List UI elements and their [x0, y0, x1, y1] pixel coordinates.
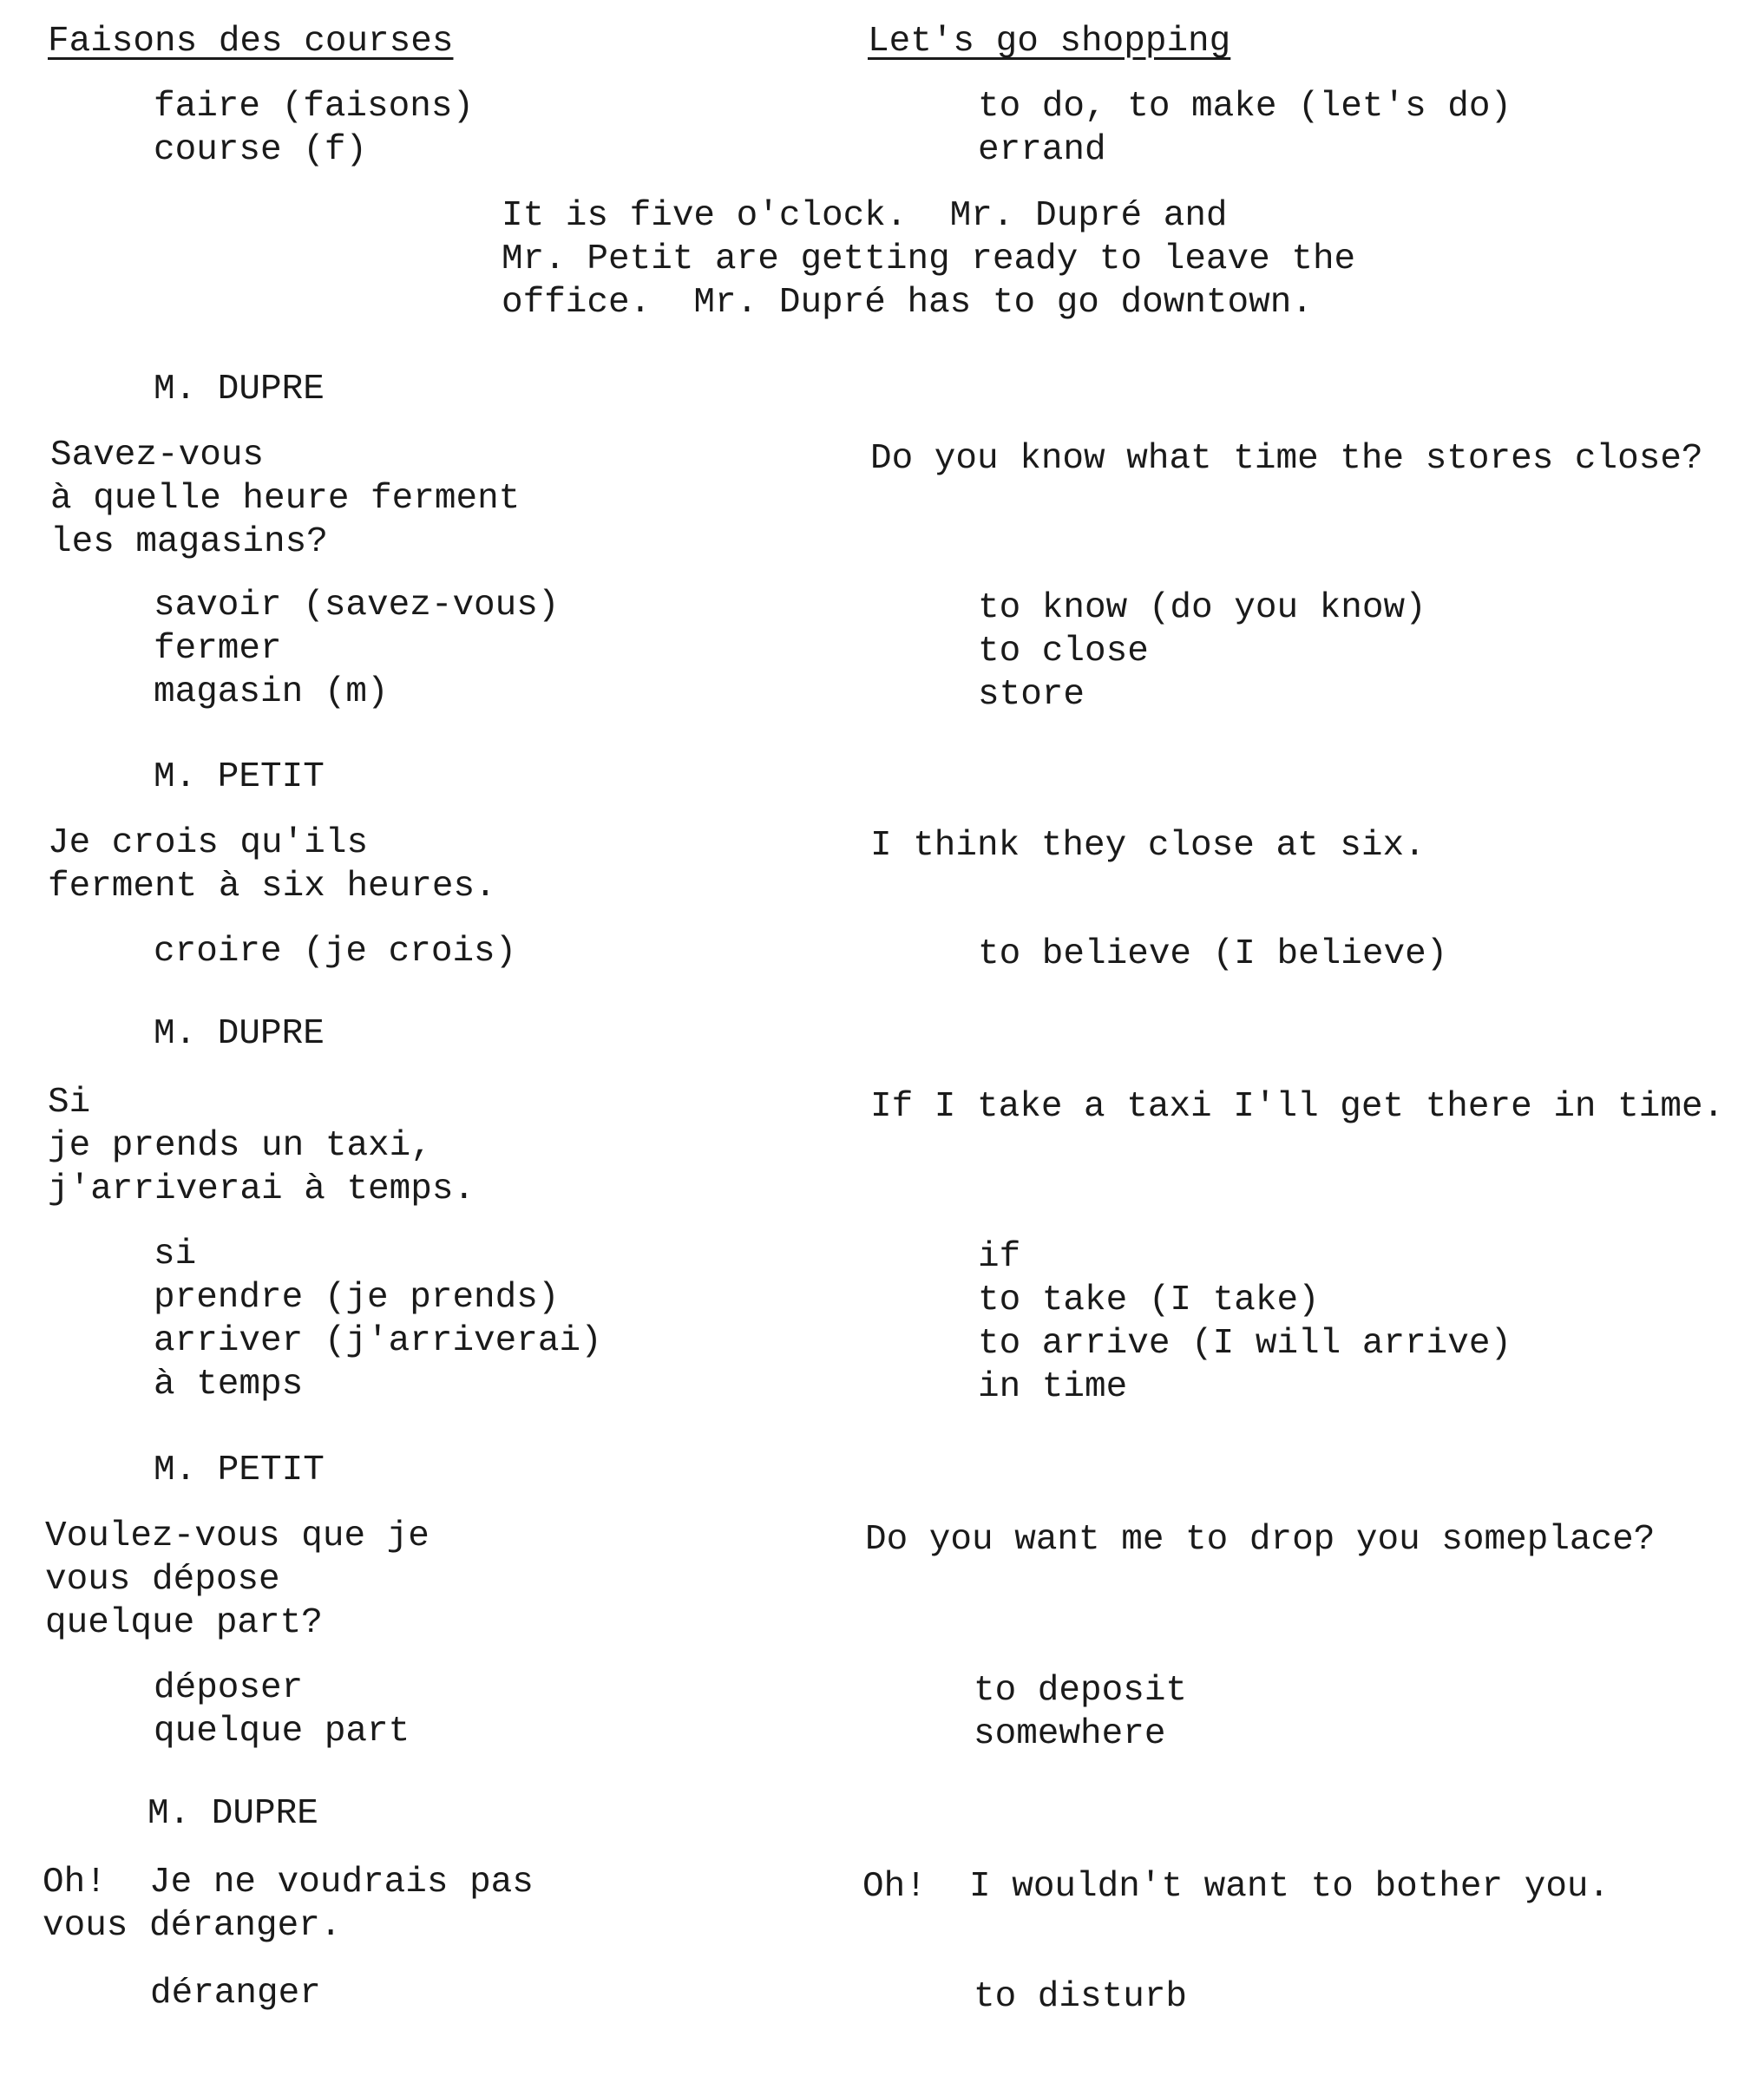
french-line: vous déranger. [43, 1906, 342, 1946]
speaker-name: M. PETIT [154, 1451, 325, 1490]
vocab-fr: magasin (m) [154, 672, 389, 712]
vocab-fr: déranger [150, 1974, 321, 2014]
speaker-name: M. PETIT [154, 757, 325, 797]
french-line: Si [48, 1083, 91, 1123]
french-line: j'arriverai à temps. [48, 1169, 475, 1209]
english-line: If I take a taxi I'll get there in time. [870, 1087, 1725, 1127]
vocab-fr: déposer [154, 1668, 304, 1708]
french-line: Voulez-vous que je [45, 1516, 430, 1556]
speaker-name: M. DUPRE [154, 370, 325, 409]
vocab-en: in time [978, 1367, 1128, 1407]
french-line: Savez-vous [50, 435, 265, 475]
vocab-en: somewhere [974, 1714, 1166, 1754]
french-title: Faisons des courses [48, 22, 454, 62]
french-line: ferment à six heures. [48, 867, 496, 907]
french-line: Je crois qu'ils [48, 823, 369, 863]
english-line: Oh! I wouldn't want to bother you. [862, 1867, 1610, 1907]
vocab-en: to arrive (I will arrive) [978, 1324, 1512, 1364]
english-title: Let's go shopping [868, 22, 1231, 62]
vocab-en: store [978, 675, 1085, 715]
vocab-en: if [978, 1237, 1021, 1277]
vocab-fr: arriver (j'arriverai) [154, 1321, 602, 1361]
vocab-en: to deposit [974, 1671, 1188, 1711]
french-line: à quelle heure ferment [50, 479, 521, 519]
english-line: Do you know what time the stores close? [870, 439, 1703, 479]
vocab-fr: course (f) [154, 130, 368, 170]
vocab-fr: quelque part [154, 1712, 410, 1752]
vocab-fr: si [154, 1234, 197, 1274]
speaker-name: M. DUPRE [148, 1794, 318, 1834]
vocab-en: to close [978, 632, 1149, 671]
vocab-en: to do, to make (let's do) [978, 87, 1512, 127]
english-line: I think they close at six. [870, 826, 1426, 866]
vocab-fr: fermer [154, 629, 282, 669]
intro-line: It is five o'clock. Mr. Dupré and [502, 196, 1228, 236]
vocab-en: errand [978, 130, 1106, 170]
english-line: Do you want me to drop you someplace? [865, 1520, 1656, 1560]
french-line: vous dépose [45, 1560, 280, 1600]
speaker-name: M. DUPRE [154, 1014, 325, 1054]
french-line: quelque part? [45, 1603, 323, 1643]
vocab-en: to know (do you know) [978, 588, 1426, 628]
french-line: Oh! Je ne voudrais pas [43, 1863, 534, 1902]
vocab-fr: savoir (savez-vous) [154, 586, 560, 625]
intro-line: office. Mr. Dupré has to go downtown. [502, 283, 1313, 323]
french-line: je prends un taxi, [48, 1126, 432, 1166]
intro-line: Mr. Petit are getting ready to leave the [502, 239, 1356, 279]
vocab-en: to take (I take) [978, 1280, 1320, 1320]
vocab-fr: faire (faisons) [154, 87, 475, 127]
vocab-en: to believe (I believe) [978, 934, 1448, 974]
french-line: les magasins? [50, 522, 328, 562]
vocab-en: to disturb [974, 1977, 1188, 2017]
vocab-fr: croire (je crois) [154, 932, 517, 972]
vocab-fr: à temps [154, 1365, 304, 1405]
vocab-fr: prendre (je prends) [154, 1278, 560, 1318]
